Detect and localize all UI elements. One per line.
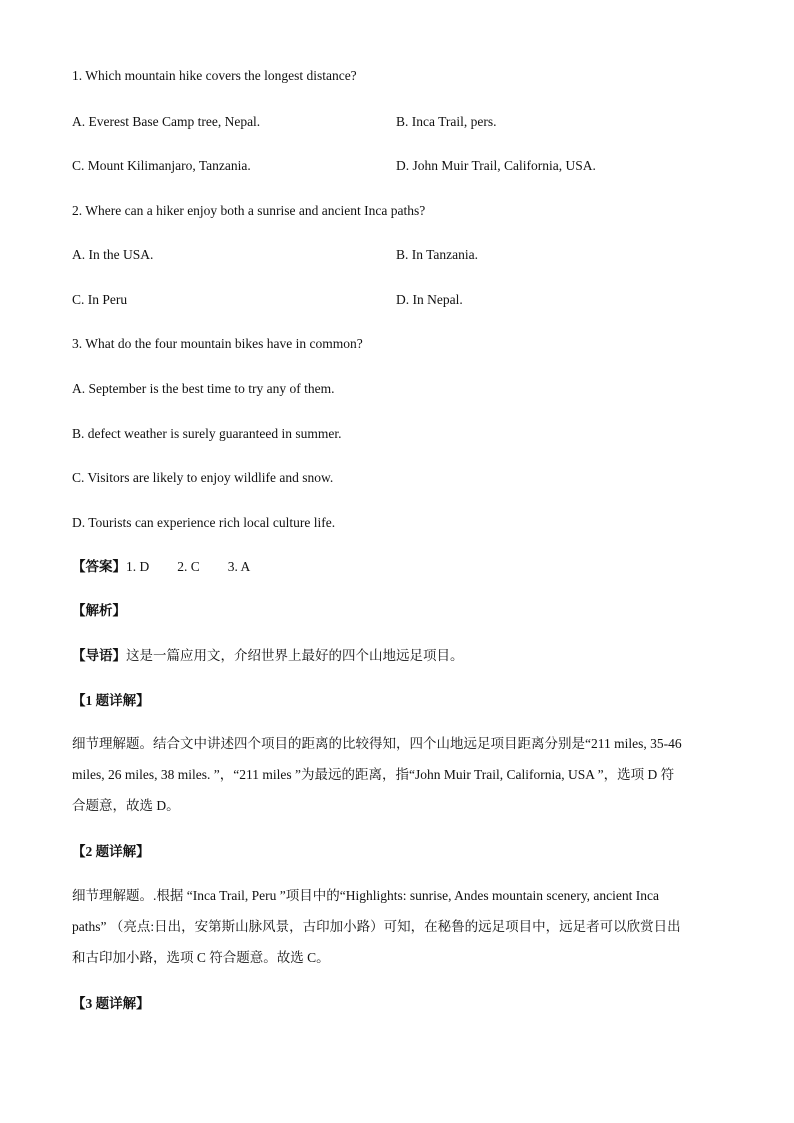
answer-item-2: 2. C bbox=[177, 559, 200, 574]
detail-1-line-1: 细节理解题。结合文中讲述四个项目的距离的比较得知，四个山地远足项目距离分别是“211 miles, 35-46 bbox=[72, 736, 682, 751]
answer-line bbox=[72, 558, 250, 576]
question-3-option-a: A. September is the best time to try any of them. bbox=[72, 381, 335, 396]
guide-label: 【导语】 bbox=[72, 648, 126, 663]
question-2-option-a: A. In the USA. bbox=[72, 247, 154, 262]
question-2-option-d: D. In Nepal. bbox=[396, 292, 463, 307]
detail-2-line-3: 和古印加小路，选项 C 符合题意。故选 C。 bbox=[72, 950, 330, 965]
analysis-label: 【解析】 bbox=[72, 603, 126, 618]
detail-2-paragraph bbox=[72, 880, 720, 973]
question-3-option-b: B. defect weather is surely guaranteed in summer. bbox=[72, 426, 342, 441]
question-2-option-b: B. In Tanzania. bbox=[396, 247, 479, 262]
guide-text: 这是一篇应用文，介绍世界上最好的四个山地远足项目。 bbox=[126, 648, 464, 663]
detail-2-line-2: paths” （亮点:日出，安第斯山脉风景，古印加小路）可知，在秘鲁的远足项目中，远足者可以欣赏日出 bbox=[72, 919, 681, 934]
detail-3-heading: 【3 题详解】 bbox=[72, 996, 150, 1011]
question-3-option-c: C. Visitors are likely to enjoy wildlife and snow. bbox=[72, 470, 334, 485]
detail-2-heading: 【2 题详解】 bbox=[72, 844, 150, 859]
detail-1-heading: 【1 题详解】 bbox=[72, 693, 150, 708]
answer-item-1: 1. D bbox=[126, 559, 150, 574]
question-3-stem: 3. What do the four mountain bikes have in common? bbox=[72, 336, 363, 351]
question-1-option-b: B. Inca Trail, pers. bbox=[396, 114, 497, 129]
question-1-stem: 1. Which mountain hike covers the longest distance? bbox=[72, 68, 357, 83]
question-1-option-a: A. Everest Base Camp tree, Nepal. bbox=[72, 114, 261, 129]
detail-2-line-1: 细节理解题。.根据 “Inca Trail, Peru ”项目中的“Highlights: sunrise, Andes mountain scenery, ancient Inca bbox=[72, 888, 660, 903]
detail-1-line-2: miles, 26 miles, 38 miles. ”，“211 miles ”为最远的距离，指“John Muir Trail, California, USA ”，选项 D 符 bbox=[72, 767, 675, 782]
detail-1-line-3: 合题意，故选 D。 bbox=[72, 798, 180, 813]
question-3-option-d: D. Tourists can experience rich local culture life. bbox=[72, 515, 336, 530]
answer-item-3: 3. A bbox=[227, 559, 251, 574]
guide-line bbox=[72, 647, 464, 665]
question-2-stem: 2. Where can a hiker enjoy both a sunrise and ancient Inca paths? bbox=[72, 203, 426, 218]
answer-label: 【答案】 bbox=[72, 559, 126, 574]
question-2-option-c: C. In Peru bbox=[72, 292, 128, 307]
question-1-option-c: C. Mount Kilimanjaro, Tanzania. bbox=[72, 158, 251, 173]
question-1-option-d: D. John Muir Trail, California, USA. bbox=[396, 158, 596, 173]
detail-1-paragraph bbox=[72, 728, 720, 821]
